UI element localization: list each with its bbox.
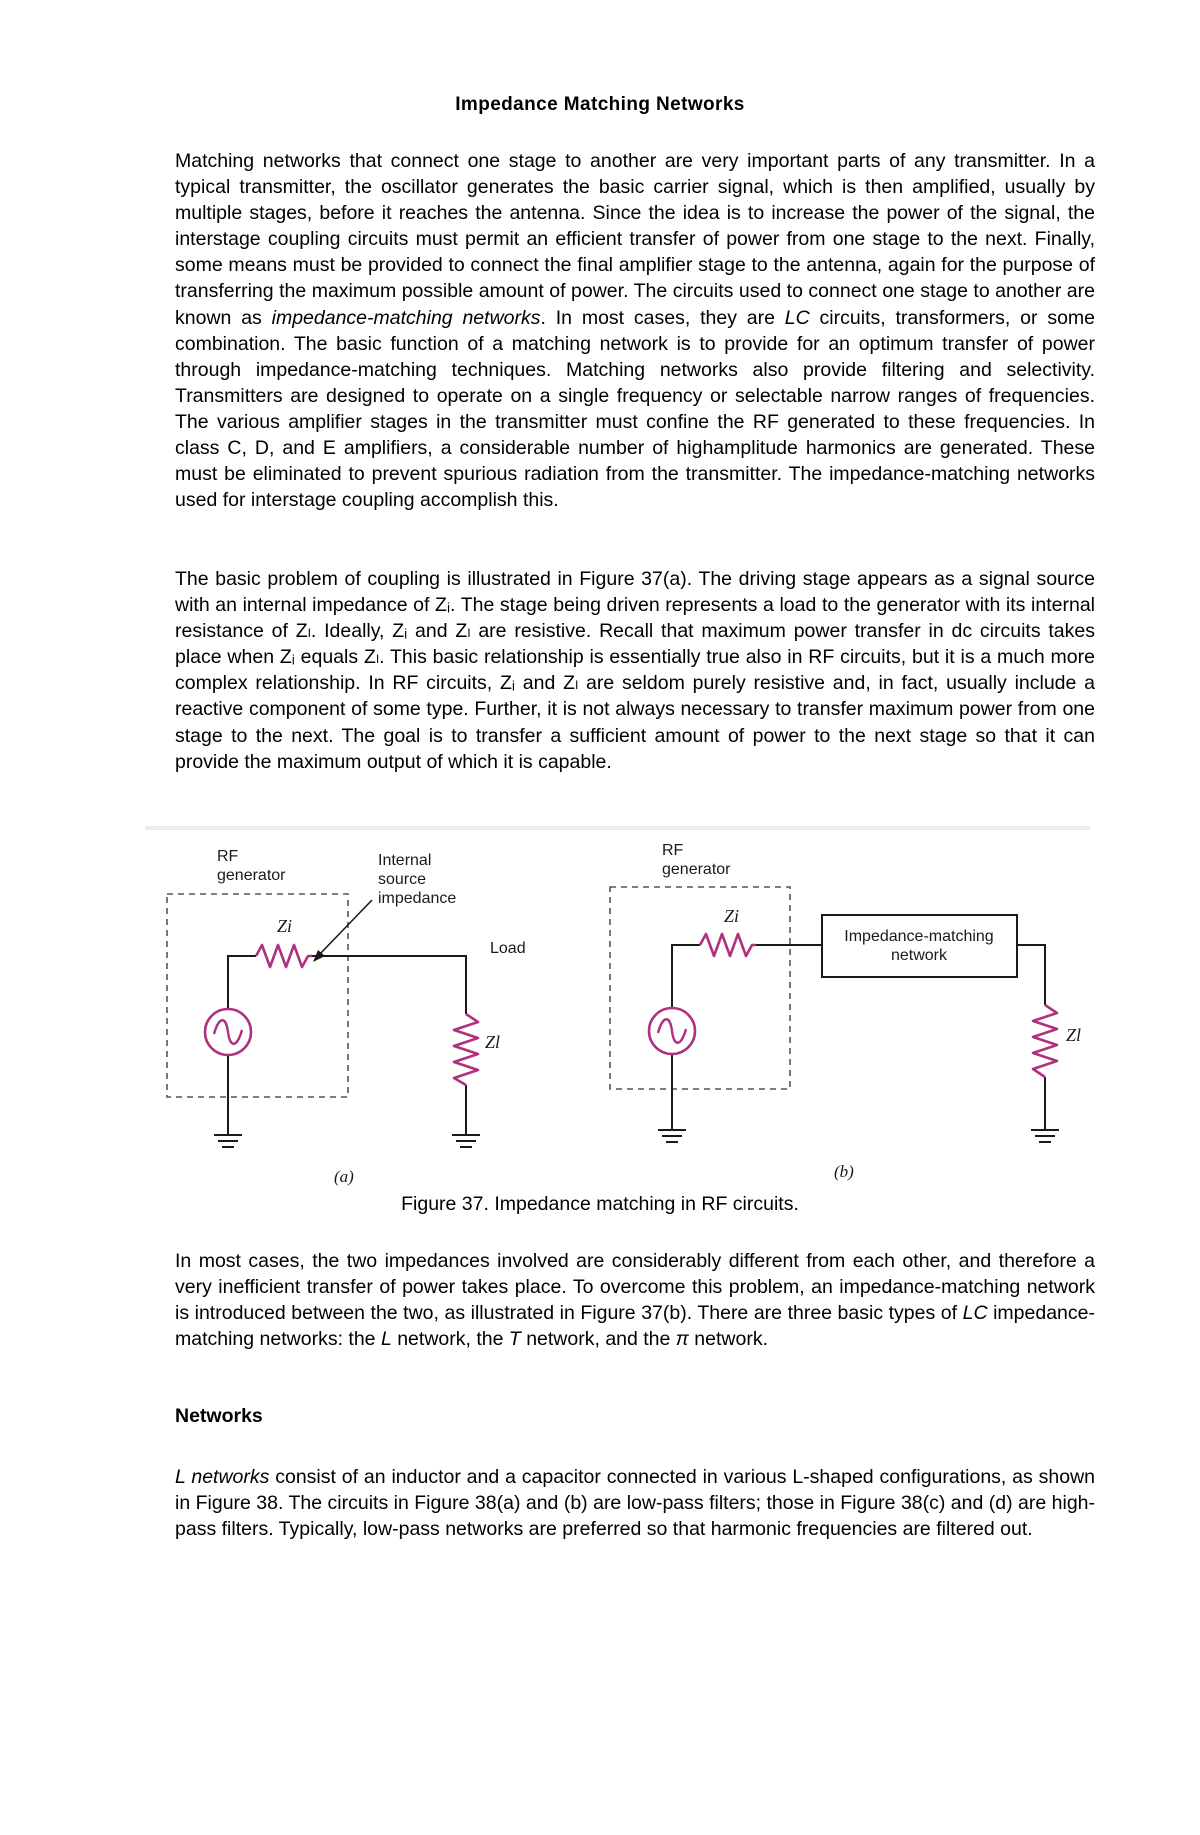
network-box-label-line1: Impedance-matching bbox=[844, 928, 994, 945]
term-pi: π bbox=[675, 1328, 689, 1351]
impedance-matching-network-box bbox=[822, 915, 1017, 977]
paragraph-matching-text-2: impedance-matching networks: the bbox=[175, 1302, 1095, 1351]
ground-icon-a-right bbox=[452, 1135, 480, 1147]
figure-37a bbox=[167, 848, 526, 1186]
term-t: T bbox=[508, 1328, 521, 1351]
paragraph-matching-text-1: In most cases, the two impedances involved are considerably different from each other, and therefore a very inefficient transfer of power takes place. To overcome this problem, an impedance-matching network is introduced between the two, as illustrated in Figure 37(b). There are three basic types of bbox=[175, 1250, 1095, 1325]
paragraph-intro-text-2: . In most cases, they are bbox=[540, 306, 785, 329]
paragraph-matching-intro bbox=[175, 1248, 1095, 1352]
ground-icon-b-left bbox=[658, 1130, 686, 1142]
zi-label-a: Zi bbox=[277, 916, 293, 936]
page-title: Impedance Matching Networks bbox=[455, 94, 745, 115]
zl-label-b: Zl bbox=[1066, 1025, 1082, 1045]
paragraph-l-networks bbox=[175, 1464, 1095, 1542]
term-l-networks: L networks bbox=[175, 1466, 270, 1488]
rf-generator-label-a-line1: RF bbox=[217, 848, 239, 865]
sine-icon-b bbox=[658, 1019, 686, 1043]
rf-generator-box-a bbox=[167, 894, 348, 1097]
paragraph-intro bbox=[175, 148, 1095, 513]
paragraph-matching-text-5: network. bbox=[688, 1328, 768, 1351]
term-impedance-matching-networks: impedance-matching networks bbox=[271, 306, 541, 329]
figure-caption: Figure 37. Impedance matching in RF circuits. bbox=[401, 1193, 799, 1215]
paragraph-matching-text-4: network, and the bbox=[520, 1328, 676, 1351]
term-lc: LC bbox=[784, 306, 810, 329]
wire-b-source-top bbox=[672, 945, 700, 1008]
zl-label-a: Zl bbox=[485, 1032, 501, 1052]
load-label: Load bbox=[490, 940, 526, 957]
ground-icon-b-right bbox=[1031, 1130, 1059, 1142]
rf-generator-box-b bbox=[610, 887, 790, 1089]
figure-37b bbox=[610, 842, 1081, 1181]
resistor-zi-b bbox=[700, 934, 756, 956]
wire-a-top bbox=[312, 956, 466, 1014]
zi-label-b: Zi bbox=[724, 906, 740, 926]
rf-generator-label-b-line2: generator bbox=[662, 861, 731, 878]
term-l: L bbox=[380, 1328, 392, 1351]
resistor-zl-a bbox=[454, 1014, 478, 1085]
figure-37 bbox=[0, 830, 1200, 1190]
paragraph-intro-text-3: circuits, transformers, or some combination. The basic function of a matching network is to provide for an optimum transfer of power through impedance-matching techniques. Matching networks also provide filtering and selectivity. Transmitters are designed to operate on a single frequency or selectable narrow ranges of frequencies. The various amplifier stages in the transmitter must confine the RF generated to these frequencies. In class C, D, and E amplifiers, a considerable number of highamplitude harmonics are generated. These must be eliminated to prevent spurious radiation from the transmitter. The impedance-matching networks used for interstage coupling accomplish this. bbox=[175, 306, 1096, 512]
section-heading-networks: Networks bbox=[175, 1405, 263, 1427]
wire-b-network-out bbox=[1017, 945, 1045, 1005]
paragraph-intro-text-1: Matching networks that connect one stage to another are very important parts of any transmitter. In a typical transmitter, the oscillator generates the basic carrier signal, which is then amplified, usually by multiple stages, before it reaches the antenna. Since the idea is to increase the power of the signal, the interstage coupling circuits must permit an efficient transfer of power from one stage to the next. Finally, some means must be provided to connect the final amplifier stage to the antenna, again for the purpose of transferring the maximum possible amount of power. The circuits used to connect one stage to another are known as bbox=[175, 150, 1095, 329]
ground-icon-a-left bbox=[214, 1135, 242, 1147]
paragraph-matching-text-3: network, the bbox=[391, 1328, 509, 1351]
rf-generator-label-b-line1: RF bbox=[662, 842, 684, 859]
resistor-zl-b bbox=[1033, 1005, 1057, 1077]
network-box-label-line2: network bbox=[890, 947, 948, 964]
panel-label-b: (b) bbox=[834, 1162, 854, 1181]
wire-a-source-top bbox=[228, 956, 256, 1009]
term-lc-2: LC bbox=[962, 1302, 988, 1325]
paragraph-l-networks-text: consist of an inductor and a capacitor connected in various L-shaped configurations, as shown in Figure 38. The circuits in Figure 38(a) and (b) are low-pass filters; those in Figure 38(c) and (d) are high-pass filters. Typically, low-pass networks are preferred so that harmonic frequencies are filtered out. bbox=[175, 1466, 1095, 1541]
paragraph-coupling-problem: The basic problem of coupling is illustrated in Figure 37(a). The driving stage appears as a signal source with an internal impedance of Zᵢ. The stage being driven represents a load to the generator with its internal resistance of Zₗ. Ideally, Zᵢ and Zₗ are resistive. Recall that maximum power transfer in dc circuits takes place when Zᵢ equals Zₗ. This basic relationship is essentially true also in RF circuits, but it is a much more complex relationship. In RF circuits, Zᵢ and Zₗ are seldom purely resistive and, in fact, usually include a reactive component of some type. Further, it is not always necessary to transfer maximum power from one stage to the next. The goal is to transfer a sufficient amount of power to the next stage so that it can provide the maximum output of which it is capable. bbox=[175, 568, 1095, 773]
internal-impedance-label-line3: impedance bbox=[378, 890, 457, 907]
resistor-zi-a bbox=[256, 945, 312, 967]
internal-impedance-label-line2: source bbox=[378, 871, 427, 888]
internal-impedance-pointer bbox=[318, 900, 372, 956]
sine-icon-a bbox=[214, 1020, 242, 1044]
panel-label-a: (a) bbox=[334, 1167, 354, 1186]
rf-generator-label-a-line2: generator bbox=[217, 867, 286, 884]
internal-impedance-label-line1: Internal bbox=[378, 852, 432, 869]
